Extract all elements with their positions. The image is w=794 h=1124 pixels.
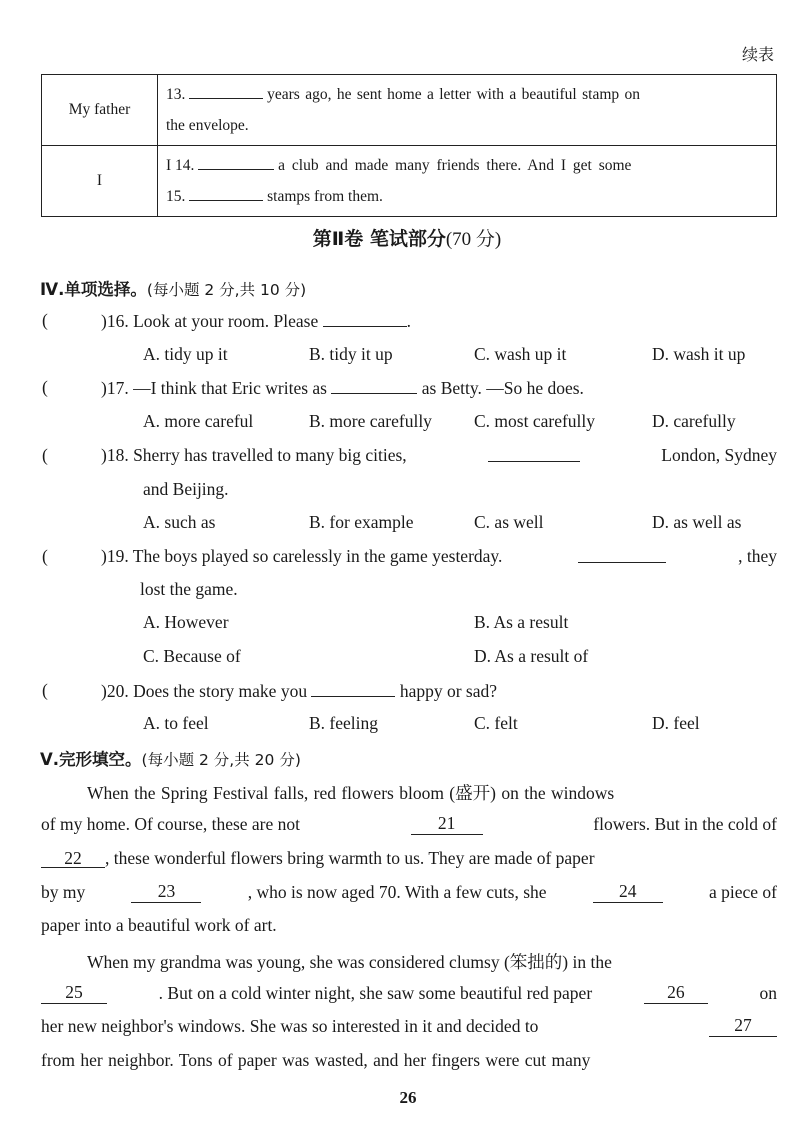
passage-line: of my home. Of course, these are not 21 flowers. But in the cold of bbox=[41, 813, 777, 834]
option[interactable]: C. Because of bbox=[143, 646, 241, 666]
question-17: )17. —I think that Eric writes as as Betty. —So he does. bbox=[101, 378, 584, 398]
answer-blank[interactable] bbox=[331, 377, 417, 394]
passage-line: paper into a beautiful work of art. bbox=[41, 915, 277, 935]
passage-line: 22 , these wonderful flowers bring warmth to us. They are made of paper bbox=[41, 848, 777, 869]
page-number: 26 bbox=[399, 1088, 417, 1107]
option[interactable]: A. more careful bbox=[143, 411, 254, 431]
passage-line: from her neighbor. Tons of paper was wasted, and her fingers were cut many bbox=[41, 1050, 591, 1070]
answer-blank-13[interactable] bbox=[189, 82, 263, 99]
option[interactable]: C. wash up it bbox=[474, 344, 567, 364]
option[interactable]: D. feel bbox=[652, 713, 700, 733]
form-table bbox=[41, 74, 777, 217]
cloze-blank-24[interactable]: 24 bbox=[593, 882, 663, 903]
row-label: My father bbox=[42, 75, 158, 146]
answer-paren[interactable]: ( bbox=[42, 546, 48, 566]
question-20: )20. Does the story make you happy or sad? bbox=[101, 681, 498, 701]
option[interactable]: B. for example bbox=[309, 512, 414, 532]
option[interactable]: A. such as bbox=[143, 512, 216, 532]
option[interactable]: A. to feel bbox=[143, 713, 209, 733]
answer-paren[interactable]: ( bbox=[42, 377, 48, 397]
option[interactable]: C. as well bbox=[474, 512, 544, 532]
option[interactable]: D. as well as bbox=[652, 512, 742, 532]
section-heading: Ⅴ.完形填空。(每小题 2 分,共 20 分) bbox=[40, 750, 301, 769]
option[interactable]: B. tidy it up bbox=[309, 344, 393, 364]
answer-blank-14[interactable] bbox=[198, 153, 274, 170]
option[interactable]: D. As a result of bbox=[474, 646, 589, 666]
answer-blank[interactable] bbox=[488, 445, 580, 462]
passage-line: her new neighbor's windows. She was so interested in it and decided to 27 bbox=[41, 1016, 777, 1037]
answer-blank-15[interactable] bbox=[189, 184, 263, 201]
continued-label: 续表 bbox=[741, 45, 774, 64]
cloze-blank-25[interactable]: 25 bbox=[41, 983, 107, 1004]
question-16: )16. Look at your room. Please . bbox=[101, 311, 411, 331]
question-18: )18. Sherry has travelled to many big cities, London, Sydney bbox=[101, 445, 777, 465]
option[interactable]: C. felt bbox=[474, 713, 518, 733]
option[interactable]: B. more carefully bbox=[309, 411, 432, 431]
option[interactable]: B. feeling bbox=[309, 713, 379, 733]
cloze-blank-23[interactable]: 23 bbox=[131, 882, 201, 903]
option[interactable]: D. wash it up bbox=[652, 344, 746, 364]
option[interactable]: A. tidy up it bbox=[143, 344, 228, 364]
passage-line: When the Spring Festival falls, red flowers bloom (盛开) on the windows bbox=[87, 783, 615, 803]
answer-paren[interactable]: ( bbox=[42, 310, 48, 330]
table-row: I I 14. a club and made many friends there. And I get some 15. stamps from them. bbox=[42, 146, 777, 217]
answer-blank[interactable] bbox=[323, 310, 407, 327]
answer-blank[interactable] bbox=[311, 680, 395, 697]
answer-paren[interactable]: ( bbox=[42, 445, 48, 465]
passage-line: 25 . But on a cold winter night, she saw some beautiful red paper 26 on bbox=[41, 983, 777, 1004]
cloze-blank-22[interactable]: 22 bbox=[41, 849, 105, 868]
passage-line: When my grandma was young, she was considered clumsy (笨拙的) in the bbox=[87, 952, 612, 972]
row-label: I bbox=[42, 146, 158, 217]
part-title: 第Ⅱ卷 笔试部分(70 分) bbox=[312, 228, 502, 250]
option[interactable]: D. carefully bbox=[652, 411, 736, 431]
answer-blank[interactable] bbox=[578, 546, 666, 563]
answer-paren[interactable]: ( bbox=[42, 680, 48, 700]
table-row: My father 13. years ago, he sent home a letter with a beautiful stamp on the envelope. bbox=[42, 75, 777, 146]
cloze-blank-26[interactable]: 26 bbox=[644, 983, 708, 1004]
question-19: )19. The boys played so carelessly in the game yesterday. , they bbox=[101, 546, 777, 566]
option[interactable]: C. most carefully bbox=[474, 411, 596, 431]
passage-line: by my 23 , who is now aged 70. With a few cuts, she 24 a piece of bbox=[41, 881, 777, 902]
section-heading: Ⅳ.单项选择。(每小题 2 分,共 10 分) bbox=[40, 280, 307, 299]
cloze-blank-21[interactable]: 21 bbox=[411, 814, 483, 835]
cloze-blank-27[interactable]: 27 bbox=[709, 1016, 777, 1037]
option[interactable]: A. However bbox=[143, 612, 229, 632]
option[interactable]: B. As a result bbox=[474, 612, 569, 632]
